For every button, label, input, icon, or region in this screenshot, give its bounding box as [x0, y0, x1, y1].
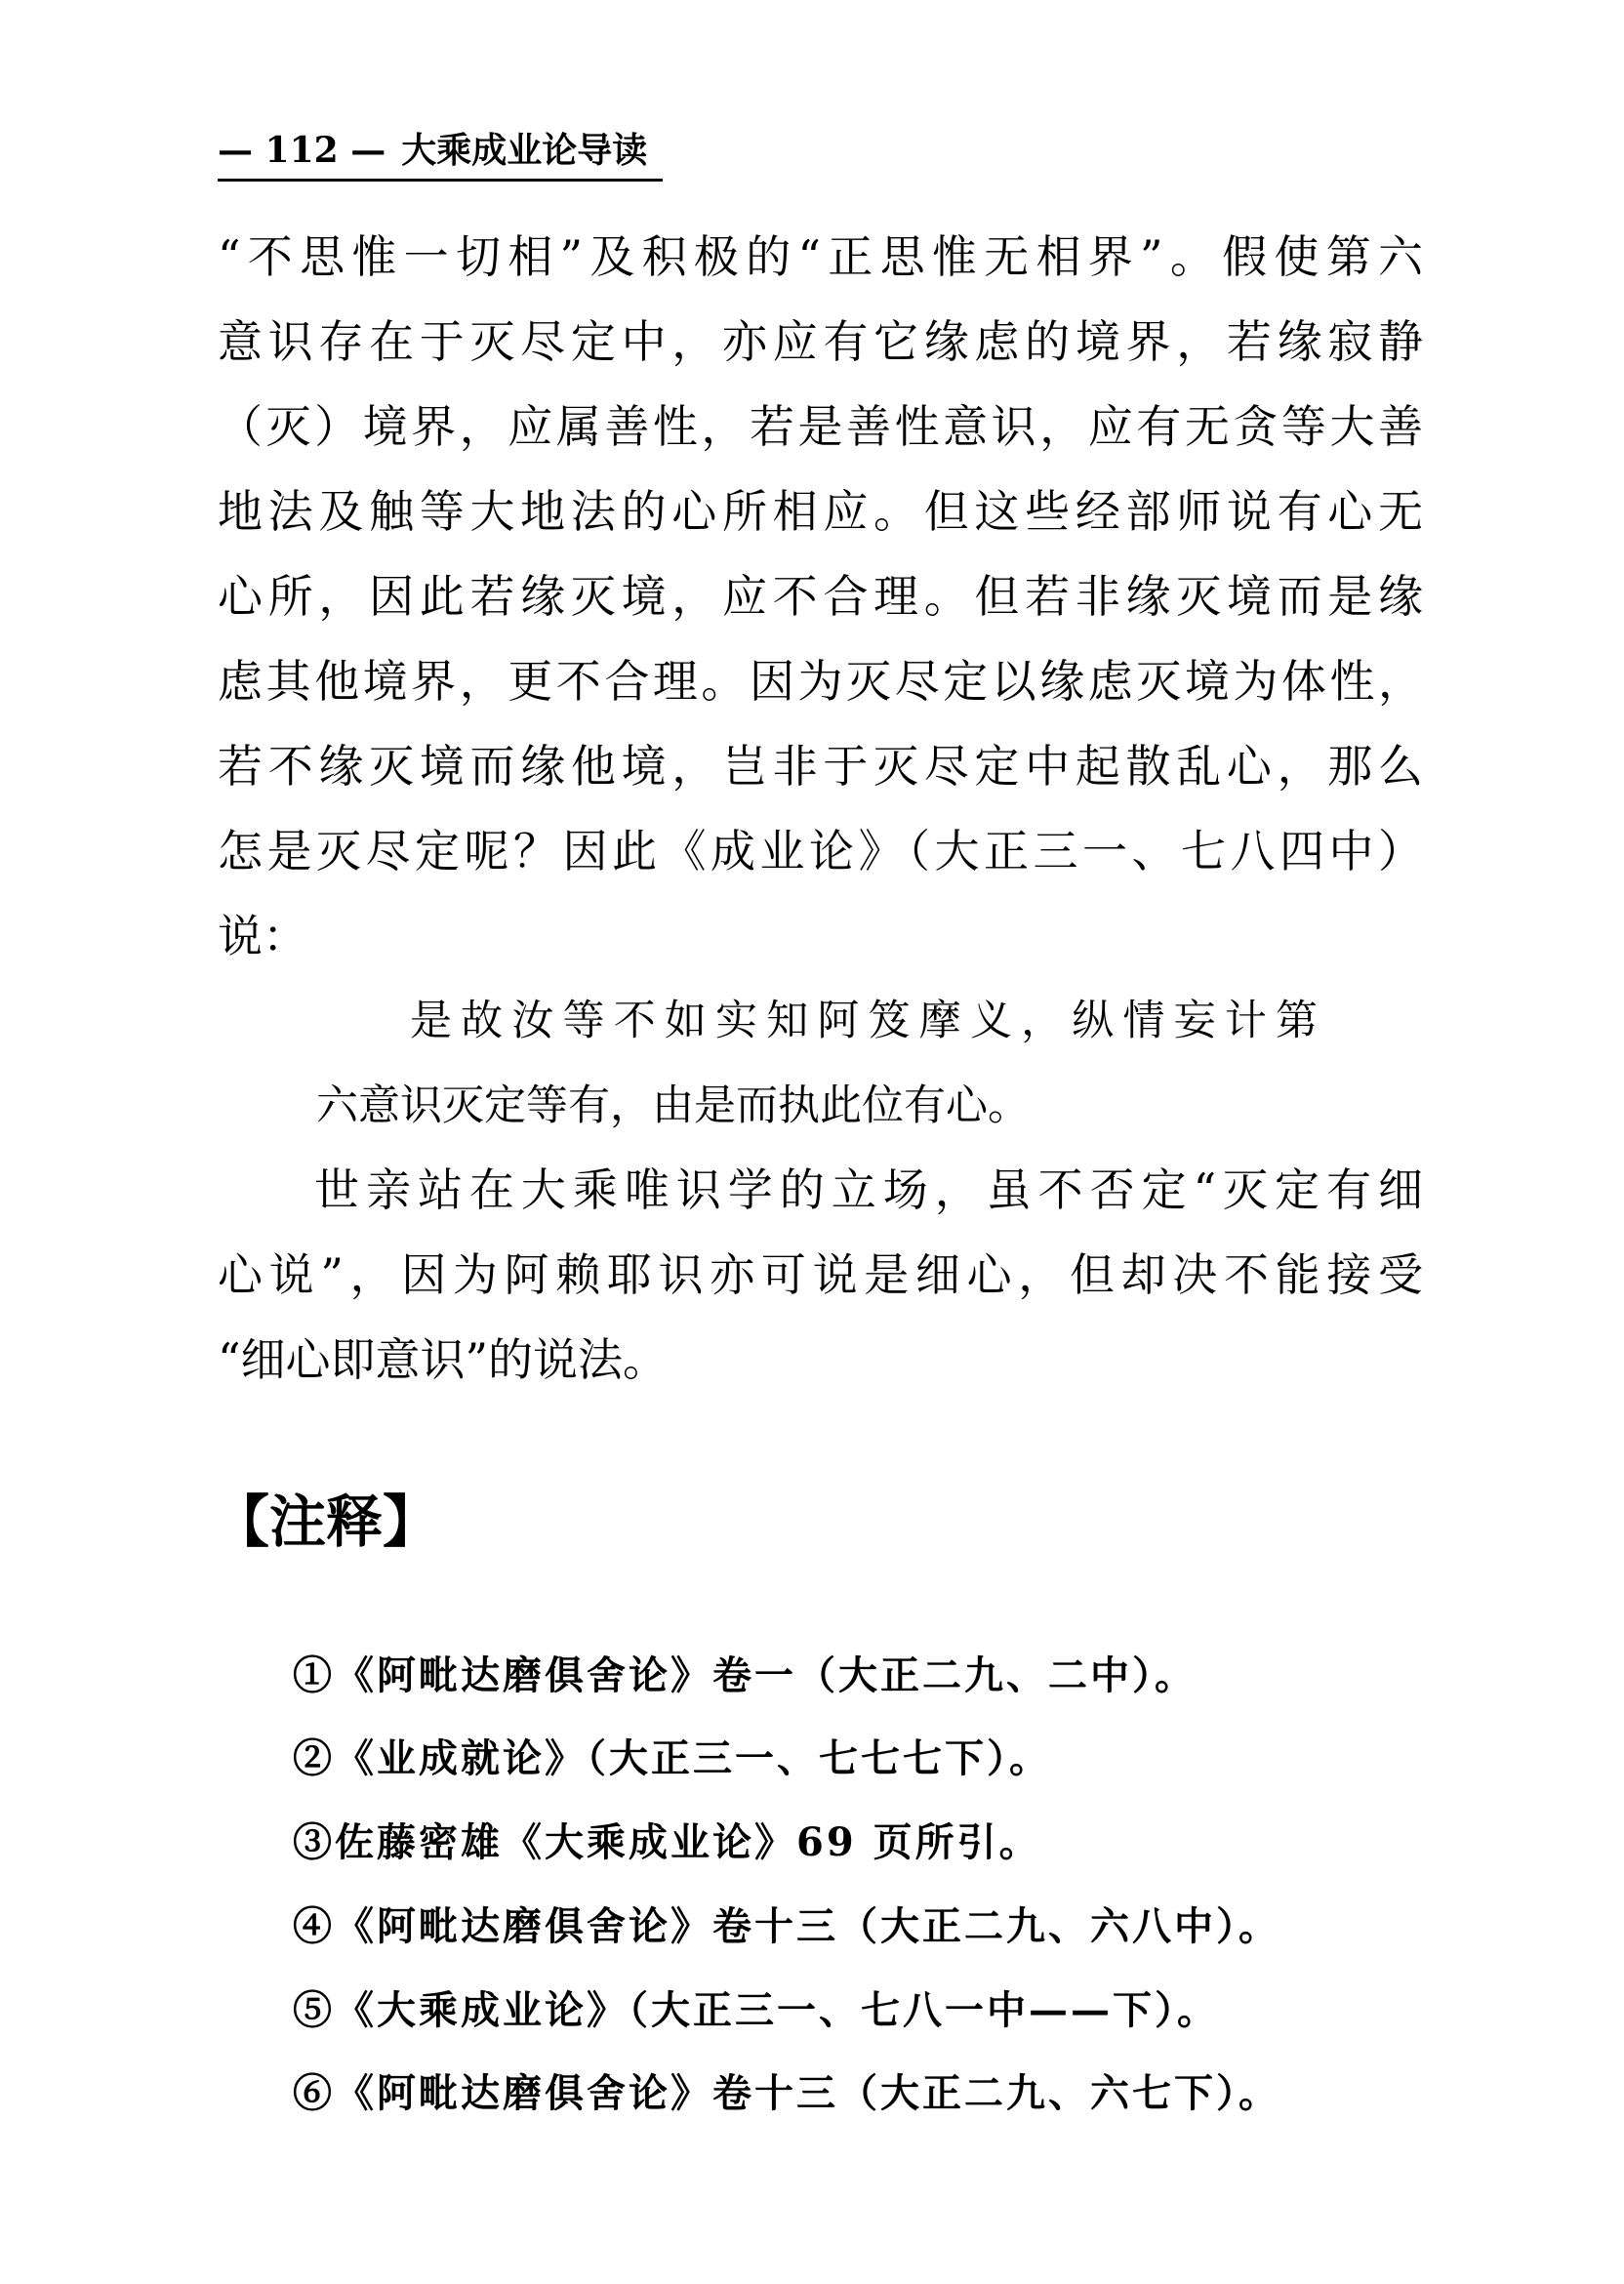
body-line: “细心即意识”的说法。 [218, 1333, 669, 1386]
page-number: — 112 — [218, 130, 386, 171]
running-header [218, 123, 663, 182]
body-line: 虑其他境界，更不合理。因为灭尽定以缘虑灭境为体性， [218, 655, 1423, 708]
note-item: ⑤《大乘成业论》（大正三一、七八一中——下）。 [293, 1987, 1219, 2033]
body-line: 怎是灭尽定呢？因此《成业论》（大正三一、七八四中） [218, 825, 1423, 877]
body-line: 心所，因此若缘灭境，应不合理。但若非缘灭境而是缘 [218, 570, 1423, 623]
notes-heading: 【注释】 [213, 1489, 440, 1555]
note-item: ⑥《阿毗达磨俱舍论》卷十三（大正二九、六七下）。 [293, 2070, 1280, 2116]
body-line: 若不缘灭境而缘他境，岂非于灭尽定中起散乱心，那么 [218, 740, 1423, 793]
body-line: 世亲站在大乘唯识学的立场，虽不否定“灭定有细 [314, 1163, 1423, 1216]
body-line: 意识存在于灭尽定中，亦应有它缘虑的境界，若缘寂静 [218, 315, 1423, 368]
note-item: ④《阿毗达磨俱舍论》卷十三（大正二九、六八中）。 [293, 1903, 1280, 1949]
note-item: ①《阿毗达磨俱舍论》卷一（大正二九、二中）。 [293, 1652, 1197, 1698]
note-item: ③佐藤密雄《大乘成业论》69 页所引。 [293, 1819, 1041, 1865]
body-line: 说： [218, 910, 307, 962]
body-line: （灭）境界，应属善性，若是善性意识，应有无贪等大善 [218, 400, 1423, 453]
note-item: ②《业成就论》（大正三一、七七七下）。 [293, 1735, 1051, 1781]
book-title: 大乘成业论导读 [401, 130, 648, 171]
quote-line: 是故汝等不如实知阿笈摩义，纵情妄计第 [410, 997, 1318, 1045]
body-line: “不思惟一切相”及积极的“正思惟无相界”。假使第六 [218, 230, 1423, 283]
quote-line: 六意识灭定等有，由是而执此位有心。 [316, 1081, 1030, 1130]
body-line: 心说”，因为阿赖耶识亦可说是细心，但却决不能接受 [218, 1248, 1423, 1301]
body-line: 地法及触等大地法的心所相应。但这些经部师说有心无 [218, 485, 1423, 538]
